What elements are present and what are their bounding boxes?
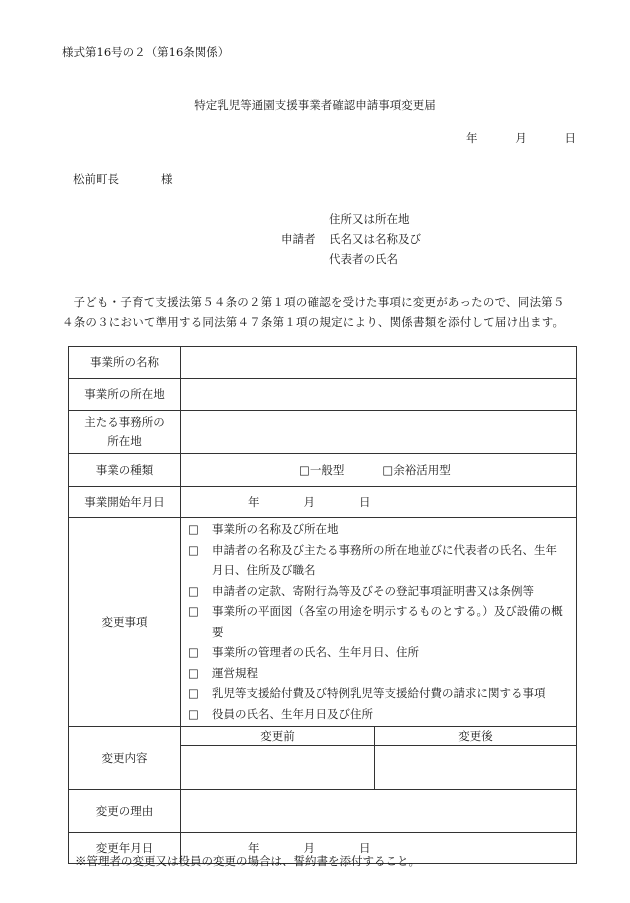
start-date-field[interactable] xyxy=(181,487,577,518)
checkbox[interactable]: □ xyxy=(188,665,199,680)
checkbox[interactable]: □ xyxy=(188,583,199,598)
start-date-label: 事業開始年月日 xyxy=(69,487,181,518)
start-date-month: 月 xyxy=(303,495,315,509)
change-date-label: 変更年月日 xyxy=(69,833,181,864)
change-form-table xyxy=(68,346,577,864)
change-item-text: 役員の氏名、生年月日及び住所 xyxy=(212,706,373,721)
before-header: 変更前 xyxy=(181,727,375,746)
checkbox[interactable]: □ xyxy=(188,542,199,557)
type-surplus-checkbox[interactable]: □余裕活用型 xyxy=(382,463,451,477)
applicant-rep-label: 代表者の氏名 xyxy=(329,252,398,266)
office-location-field[interactable] xyxy=(181,379,577,411)
checkbox[interactable]: □ xyxy=(188,706,199,721)
start-date-day: 日 xyxy=(359,495,371,509)
change-content-label: 変更内容 xyxy=(69,727,181,790)
office-name-field[interactable] xyxy=(181,347,577,379)
change-item[interactable] xyxy=(188,540,568,581)
after-field[interactable] xyxy=(375,746,577,790)
change-item-text: 運営規程 xyxy=(212,665,258,680)
addressee xyxy=(73,171,173,187)
applicant-name-label: 氏名又は名称及び xyxy=(329,232,421,246)
change-item-text: 乳児等支援給付費及び特例乳児等支援給付費の請求に関する事項 xyxy=(212,686,546,700)
checkbox[interactable]: □ xyxy=(188,522,199,536)
after-header: 変更後 xyxy=(375,727,577,746)
change-items-label: 変更事項 xyxy=(69,518,181,727)
form-number: 様式第16号の２（第16条関係） xyxy=(62,45,230,59)
change-item-text: 申請者の名称及び主たる事務所の所在地並びに代表者の氏名、生年月日、住所及び職名 xyxy=(212,542,557,577)
start-date-year: 年 xyxy=(248,495,260,509)
main-office-label-line1: 主たる事務所の xyxy=(84,415,165,429)
before-field[interactable] xyxy=(181,746,375,790)
main-office-label-line2: 所在地 xyxy=(107,434,142,448)
office-name-label: 事業所の名称 xyxy=(69,347,181,379)
checkbox[interactable]: □ xyxy=(188,604,199,618)
checkbox[interactable]: □ xyxy=(188,686,199,700)
business-type-label: 事業の種類 xyxy=(69,454,181,487)
change-date-year: 年 xyxy=(248,841,260,855)
change-items-list xyxy=(181,518,577,727)
change-item[interactable] xyxy=(188,601,568,642)
addressee-honorific: 様 xyxy=(161,172,173,186)
checkbox[interactable]: □ xyxy=(188,645,199,659)
change-item[interactable] xyxy=(188,663,568,684)
change-date-day: 日 xyxy=(359,841,371,855)
change-date-month: 月 xyxy=(303,841,315,855)
reason-field[interactable] xyxy=(181,790,577,833)
date-month: 月 xyxy=(515,131,527,145)
change-item[interactable] xyxy=(188,519,568,540)
body-text: 子ども・子育て支援法第５４条の２第１項の確認を受けた事項に変更があったので、同法第５４条の３において準用する同法第４７条第１項の規定により、関係書類を添付して届け出ます。 xyxy=(62,295,565,329)
change-item-text: 事業所の管理者の氏名、生年月日、住所 xyxy=(212,645,419,659)
applicant-address-label: 住所又は所在地 xyxy=(329,212,410,226)
addressee-name: 松前町長 xyxy=(73,172,119,186)
date-day: 日 xyxy=(564,131,576,145)
reason-label: 変更の理由 xyxy=(69,790,181,833)
type-general-checkbox[interactable]: □一般型 xyxy=(299,463,345,477)
change-item[interactable] xyxy=(188,704,568,725)
change-item[interactable] xyxy=(188,683,568,704)
office-location-label: 事業所の所在地 xyxy=(69,379,181,411)
change-item[interactable] xyxy=(188,642,568,663)
submission-date xyxy=(466,130,576,146)
change-item-text: 事業所の平面図（各室の用途を明示するものとする。）及び設備の概要 xyxy=(212,604,563,639)
applicant-label: 申請者 xyxy=(281,232,316,246)
change-item-text: 申請者の定款、寄附行為等及びその登記事項証明書又は条例等 xyxy=(212,583,534,598)
main-office-label xyxy=(69,411,181,454)
business-type-field xyxy=(181,454,577,487)
date-year: 年 xyxy=(466,131,478,145)
main-office-field[interactable] xyxy=(181,411,577,454)
form-title: 特定乳児等通園支援事業者確認申請事項変更届 xyxy=(194,98,436,112)
change-item[interactable] xyxy=(188,581,568,602)
change-item-text: 事業所の名称及び所在地 xyxy=(212,522,339,536)
footnote: ※管理者の変更又は役員の変更の場合は、誓約書を添付すること。 xyxy=(75,854,420,868)
